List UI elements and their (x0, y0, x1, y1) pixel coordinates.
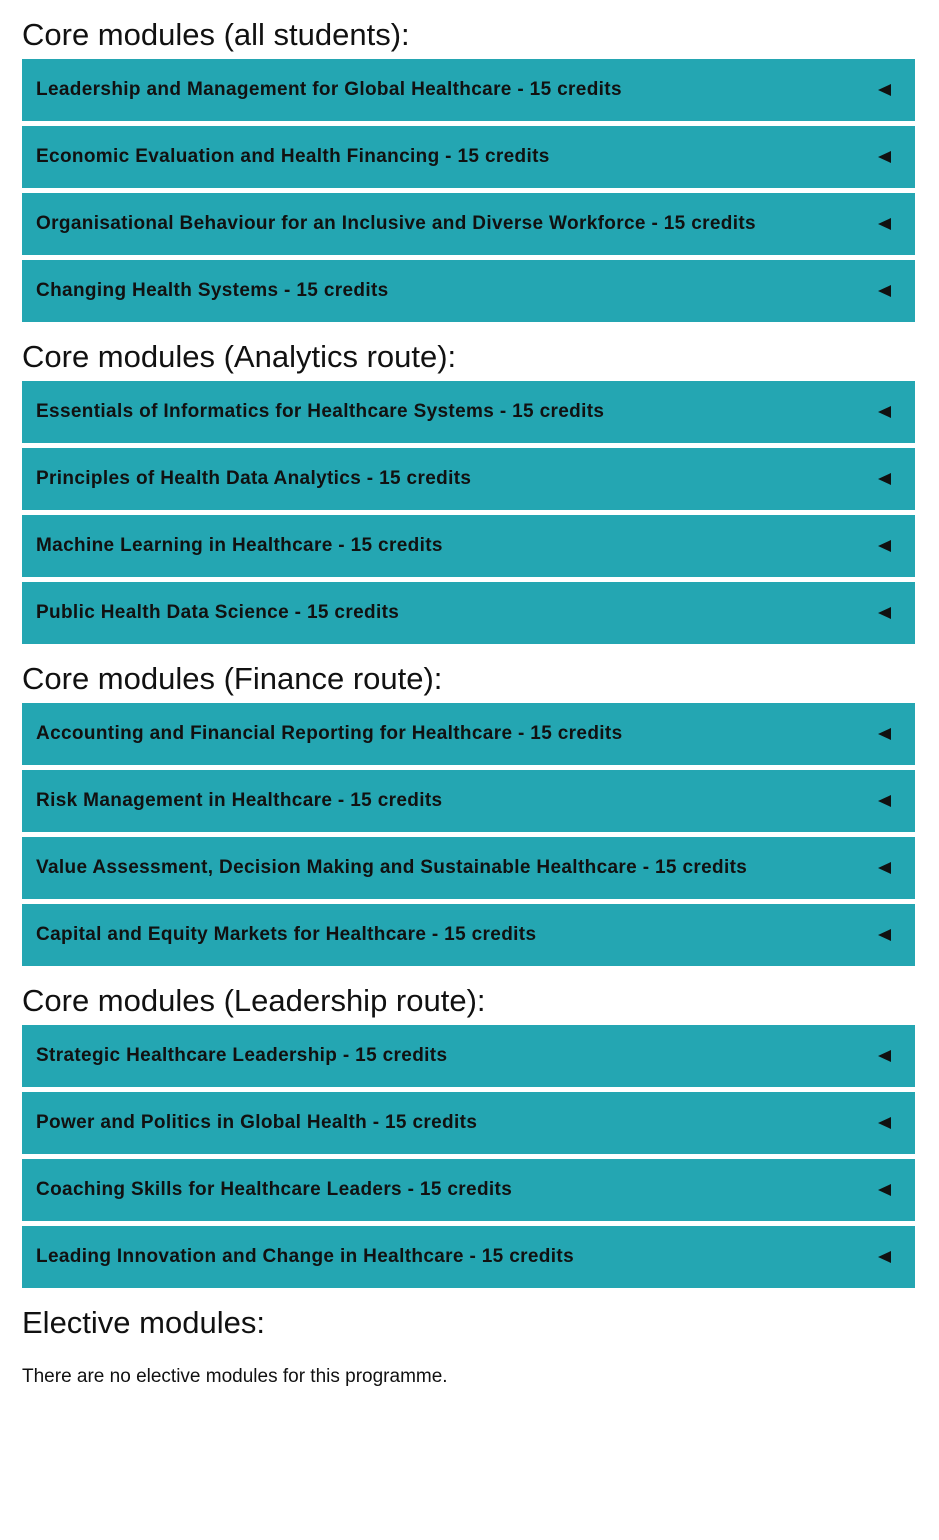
accordion-item[interactable] (22, 703, 915, 765)
triangle-left-icon (878, 795, 891, 807)
accordion-item-label: Machine Learning in Healthcare - 15 credits (36, 535, 443, 556)
accordion-item-label: Coaching Skills for Healthcare Leaders - 15 credits (36, 1179, 513, 1200)
triangle-left-icon (878, 862, 891, 874)
accordion-item-label: Principles of Health Data Analytics - 15 credits (36, 468, 472, 489)
triangle-left-icon (878, 285, 891, 297)
section-core-analytics (22, 322, 915, 644)
triangle-left-icon (878, 1117, 891, 1129)
elective-note: There are no elective modules for this programme. (22, 1366, 448, 1387)
accordion-item[interactable] (22, 260, 915, 322)
accordion-item[interactable] (22, 59, 915, 121)
triangle-left-icon (878, 406, 891, 418)
triangle-left-icon (878, 151, 891, 163)
triangle-left-icon (878, 607, 891, 619)
section-title: Core modules (Analytics route): (22, 339, 457, 374)
triangle-left-icon (878, 84, 891, 96)
triangle-left-icon (878, 540, 891, 552)
section-core-finance (22, 644, 915, 966)
accordion-item-label: Essentials of Informatics for Healthcare Systems - 15 credits (36, 401, 605, 422)
accordion-list (22, 59, 915, 322)
accordion-item[interactable] (22, 1025, 915, 1087)
accordion-item[interactable] (22, 381, 915, 443)
accordion-item-label: Risk Management in Healthcare - 15 credits (36, 790, 443, 811)
accordion-item[interactable] (22, 448, 915, 510)
accordion-item[interactable] (22, 126, 915, 188)
accordion-item[interactable] (22, 582, 915, 644)
triangle-left-icon (878, 1251, 891, 1263)
section-title: Core modules (all students): (22, 17, 410, 52)
section-title: Core modules (Finance route): (22, 661, 443, 696)
accordion-list (22, 381, 915, 644)
accordion-item-label: Leadership and Management for Global Healthcare - 15 credits (36, 79, 622, 100)
accordion-item-label: Economic Evaluation and Health Financing - 15 credits (36, 146, 550, 167)
section-title: Core modules (Leadership route): (22, 983, 486, 1018)
triangle-left-icon (878, 1050, 891, 1062)
section-elective (22, 1288, 915, 1388)
section-title: Elective modules: (22, 1305, 265, 1340)
triangle-left-icon (878, 473, 891, 485)
accordion-item-label: Public Health Data Science - 15 credits (36, 602, 400, 623)
accordion-item-label: Accounting and Financial Reporting for Healthcare - 15 credits (36, 723, 623, 744)
accordion-item-label: Capital and Equity Markets for Healthcare - 15 credits (36, 924, 537, 945)
accordion-item[interactable] (22, 770, 915, 832)
accordion-item[interactable] (22, 1159, 915, 1221)
accordion-item[interactable] (22, 1092, 915, 1154)
accordion-item[interactable] (22, 904, 915, 966)
triangle-left-icon (878, 929, 891, 941)
section-core-leadership (22, 966, 915, 1288)
triangle-left-icon (878, 728, 891, 740)
triangle-left-icon (878, 218, 891, 230)
accordion-item-label: Organisational Behaviour for an Inclusive and Diverse Workforce - 15 credits (36, 213, 756, 234)
accordion-item-label: Strategic Healthcare Leadership - 15 credits (36, 1045, 448, 1066)
triangle-left-icon (878, 1184, 891, 1196)
section-core-all (22, 0, 915, 322)
accordion-item-label: Leading Innovation and Change in Healthcare - 15 credits (36, 1246, 574, 1267)
accordion-item-label: Power and Politics in Global Health - 15 credits (36, 1112, 478, 1133)
accordion-item-label: Value Assessment, Decision Making and Sustainable Healthcare - 15 credits (36, 857, 748, 878)
accordion-item[interactable] (22, 193, 915, 255)
accordion-item[interactable] (22, 515, 915, 577)
accordion-item[interactable] (22, 837, 915, 899)
accordion-list (22, 1025, 915, 1288)
accordion-item[interactable] (22, 1226, 915, 1288)
accordion-item-label: Changing Health Systems - 15 credits (36, 280, 389, 301)
accordion-list (22, 703, 915, 966)
